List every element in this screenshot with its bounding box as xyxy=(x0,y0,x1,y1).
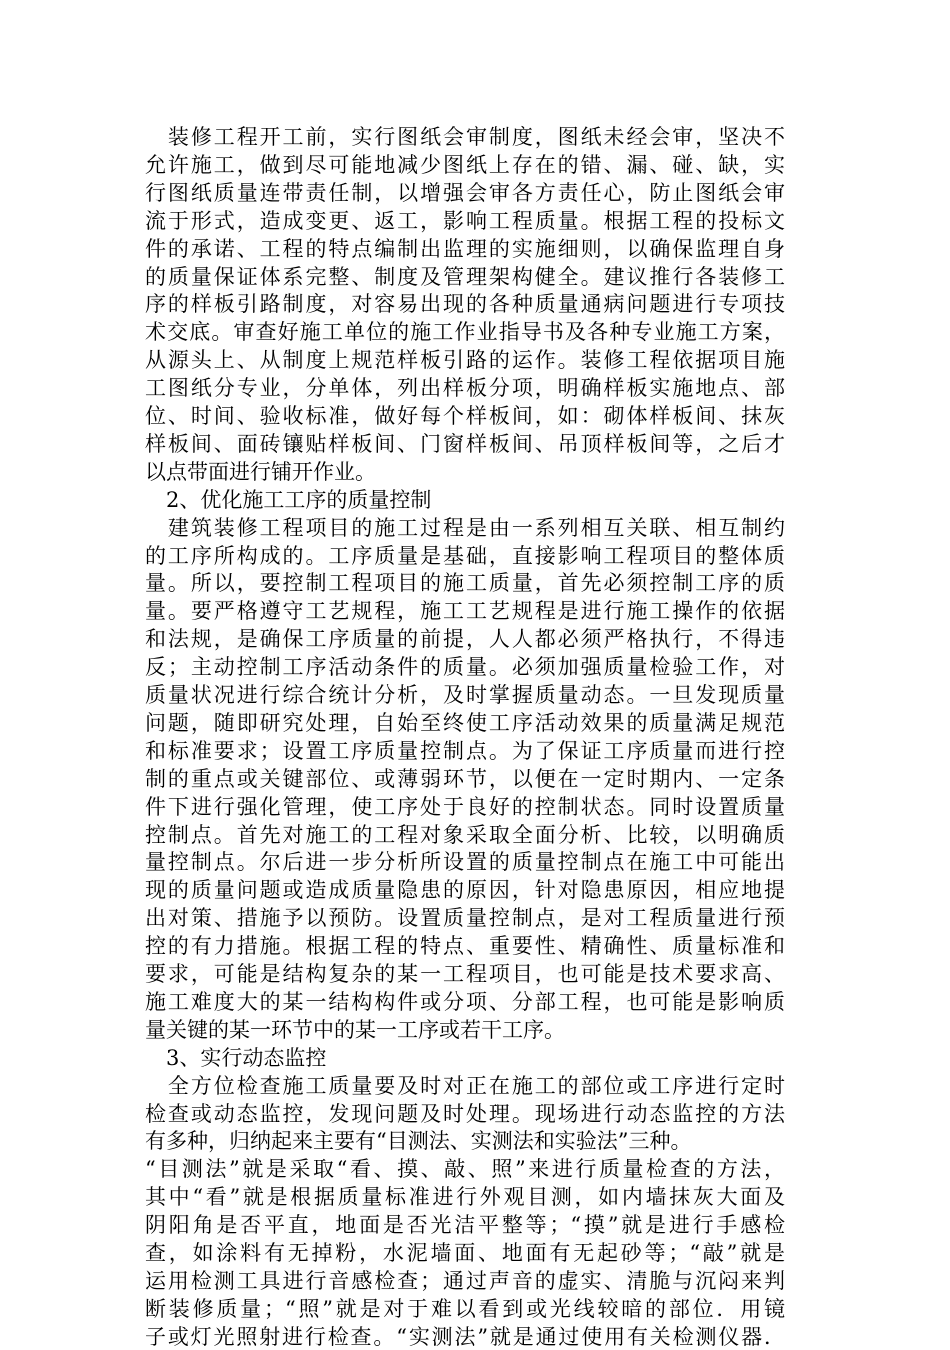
text-line: 问题，随即研究处理，自始至终使工序活动效果的质量满足规范 xyxy=(145,710,785,735)
text-line: 量。要严格遵守工艺规程，施工工艺规程是进行施工操作的依据 xyxy=(145,599,785,624)
text-line: 流于形式，造成变更、返工，影响工程质量。根据工程的投标文 xyxy=(145,208,785,233)
text-line: 和标准要求；设置工序质量控制点。为了保证工序质量而进行控 xyxy=(145,738,785,763)
text-line: 控的有力措施。根据工程的特点、重要性、精确性、质量标准和 xyxy=(145,934,785,959)
text-line: 样板间、面砖镶贴样板间、门窗样板间、吊顶样板间等，之后才 xyxy=(145,431,785,456)
text-line: 序的样板引路制度，对容易出现的各种质量通病问题进行专项技 xyxy=(145,292,785,317)
text-line: 建筑装修工程项目的施工过程是由一系列相互关联、相互制约 xyxy=(145,515,785,540)
text-line: 质量状况进行综合统计分析，及时掌握质量动态。一旦发现质量 xyxy=(145,683,785,707)
text-line: 量关键的某一环节中的某一工序或若干工序。 xyxy=(145,1017,565,1042)
text-line: 量控制点。尔后进一步分析所设置的质量控制点在施工中可能出 xyxy=(145,850,785,875)
text-line: 施工难度大的某一结构构件或分项、分部工程，也可能是影响质 xyxy=(145,989,785,1014)
text-line: 量。所以，要控制工程项目的施工质量，首先必须控制工序的质 xyxy=(145,571,785,596)
text-line: 制的重点或关键部位、或薄弱环节，以便在一定时期内、一定条 xyxy=(145,766,785,791)
text-line: 断装修质量；“照”就是对于难以看到或光线较暗的部位．用镜 xyxy=(145,1296,785,1321)
text-line: 允许施工，做到尽可能地减少图纸上存在的错、漏、碰、缺，实 xyxy=(145,152,785,177)
text-line: 查，如涂料有无掉粉，水泥墙面、地面有无起砂等；“敲”就是 xyxy=(145,1241,785,1265)
text-line: 现的质量问题或造成质量隐患的原因，针对隐患原因，相应地提 xyxy=(145,878,785,903)
text-line: 有多种，归纳起来主要有“目测法、实测法和实验法”三种。 xyxy=(145,1129,692,1154)
section-heading: 2、优化施工工序的质量控制 xyxy=(145,487,432,512)
text-line: 要求，可能是结构复杂的某一工程项目，也可能是技术要求高、 xyxy=(145,962,785,986)
text-line: 出对策、措施予以预防。设置质量控制点，是对工程质量进行预 xyxy=(145,906,785,931)
text-line: 运用检测工具进行音感检查；通过声音的虚实、清脆与沉闷来判 xyxy=(145,1268,785,1293)
text-line: 阴阳角是否平直，地面是否光洁平整等；“摸”就是进行手感检 xyxy=(145,1213,785,1238)
text-line: 控制点。首先对施工的工程对象采取全面分析、比较，以明确质 xyxy=(145,822,785,847)
text-line: 工图纸分专业，分单体，列出样板分项，明确样板实施地点、部 xyxy=(145,376,785,401)
text-line: 装修工程开工前，实行图纸会审制度，图纸未经会审，坚决不 xyxy=(145,125,785,149)
text-line: 件的承诺、工程的特点编制出监理的实施细则，以确保监理自身 xyxy=(145,236,785,261)
text-line: 和法规，是确保工序质量的前提，人人都必须严格执行，不得违 xyxy=(145,627,785,652)
text-line: 其中“看”就是根据质量标准进行外观目测，如内墙抹灰大面及 xyxy=(145,1185,785,1210)
text-line: 行图纸质量连带责任制，以增强会审各方责任心，防止图纸会审 xyxy=(145,180,785,205)
text-line: 的工序所构成的。工序质量是基础，直接影响工程项目的整体质 xyxy=(145,543,785,568)
text-line: 以点带面进行铺开作业。 xyxy=(145,459,376,484)
text-line: 检查或动态监控，发现问题及时处理。现场进行动态监控的方法 xyxy=(145,1101,785,1126)
text-line: “目测法”就是采取“看、摸、敲、照”来进行质量检查的方法， xyxy=(145,1157,785,1182)
text-line: 的质量保证体系完整、制度及管理架构健全。建议推行各装修工 xyxy=(145,264,785,289)
text-line: 子或灯光照射进行检查。“实测法”就是通过使用有关检测仪器． xyxy=(145,1324,785,1349)
text-line: 反；主动控制工序活动条件的质量。必须加强质量检验工作，对 xyxy=(145,655,785,680)
text-line: 位、时间、验收标准，做好每个样板间，如：砌体样板间、抹灰 xyxy=(145,404,785,428)
text-line: 全方位检查施工质量要及时对正在施工的部位或工序进行定时 xyxy=(145,1073,785,1098)
text-line: 件下进行强化管理，使工序处于良好的控制状态。同时设置质量 xyxy=(145,794,785,819)
section-heading: 3、实行动态监控 xyxy=(145,1045,327,1070)
text-line: 术交底。审查好施工单位的施工作业指导书及各种专业施工方案， xyxy=(145,320,785,345)
text-line: 从源头上、从制度上规范样板引路的运作。装修工程依据项目施 xyxy=(145,348,785,373)
